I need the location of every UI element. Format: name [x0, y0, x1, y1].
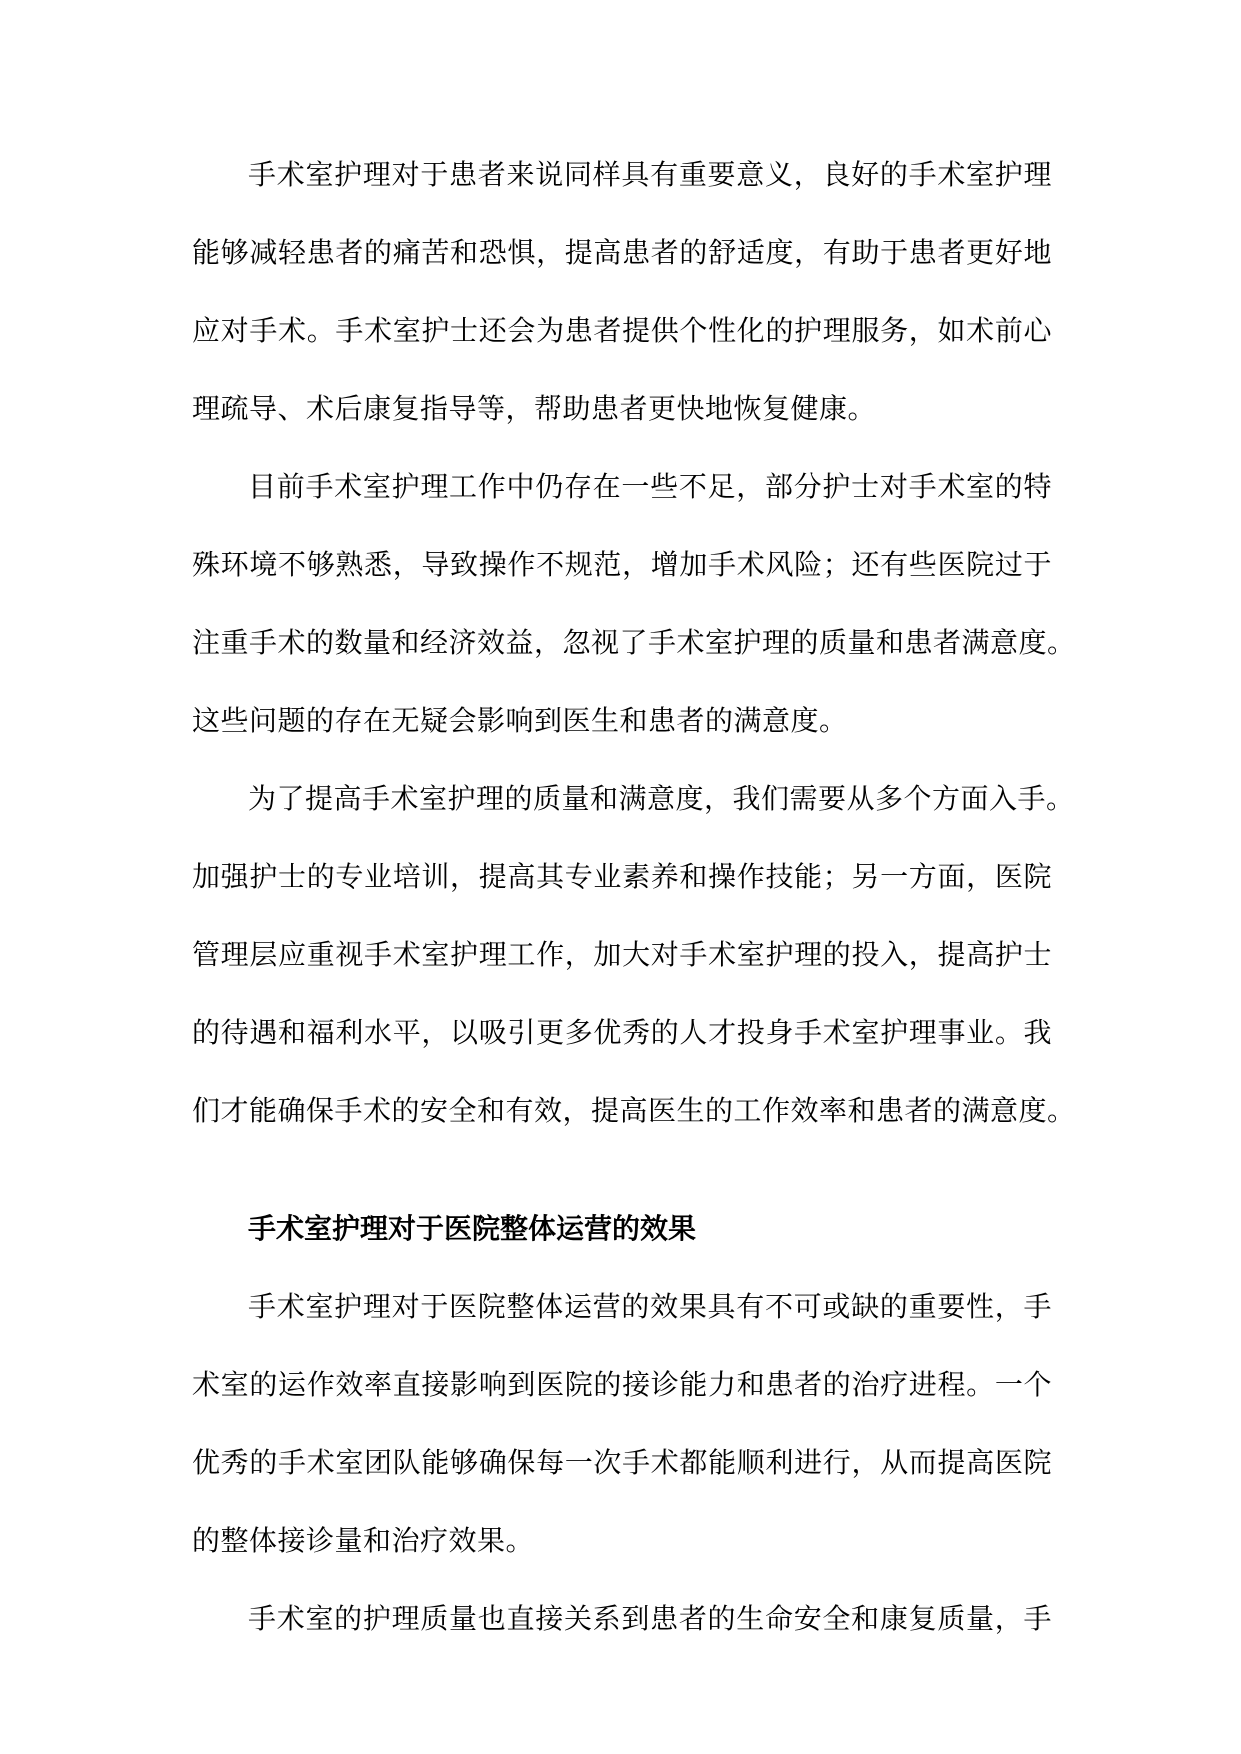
text-line: 应对手术。手术室护士还会为患者提供个性化的护理服务，如术前心 — [192, 314, 1052, 347]
paragraph-nursing-quality — [192, 1580, 1052, 1658]
text-line: 为了提高手术室护理的质量和满意度，我们需要从多个方面入手。 — [248, 782, 1075, 815]
text-line: 注重手术的数量和经济效益，忽视了手术室护理的质量和患者满意度。 — [192, 626, 1076, 659]
text-line: 的整体接诊量和治疗效果。 — [192, 1524, 535, 1557]
text-line: 的待遇和福利水平，以吸引更多优秀的人才投身手术室护理事业。我 — [192, 1016, 1052, 1049]
text-line: 手术室护理对于患者来说同样具有重要意义，良好的手术室护理 — [248, 158, 1052, 191]
document-page — [192, 136, 1076, 1658]
text-line: 这些问题的存在无疑会影响到医生和患者的满意度。 — [192, 704, 848, 737]
paragraph-current-shortcomings — [192, 448, 1076, 760]
text-line: 殊环境不够熟悉，导致操作不规范，增加手术风险；还有些医院过于 — [192, 548, 1052, 581]
text-line: 术室的运作效率直接影响到医院的接诊能力和患者的治疗进程。一个 — [192, 1368, 1052, 1401]
paragraph-improvement-measures — [192, 760, 1076, 1150]
text-line: 手术室护理对于医院整体运营的效果具有不可或缺的重要性，手 — [248, 1290, 1052, 1323]
text-line: 目前手术室护理工作中仍存在一些不足，部分护士对手术室的特 — [248, 470, 1052, 503]
text-line: 优秀的手术室团队能够确保每一次手术都能顺利进行，从而提高医院 — [192, 1446, 1052, 1479]
text-line: 理疏导、术后康复指导等，帮助患者更快地恢复健康。 — [192, 392, 877, 425]
text-line: 加强护士的专业培训，提高其专业素养和操作技能；另一方面，医院 — [192, 860, 1052, 893]
text-line: 能够减轻患者的痛苦和恐惧，提高患者的舒适度，有助于患者更好地 — [192, 236, 1052, 269]
paragraph-hospital-operations — [192, 1268, 1052, 1580]
text-line: 管理层应重视手术室护理工作，加大对手术室护理的投入，提高护士 — [192, 938, 1052, 971]
text-line: 手术室的护理质量也直接关系到患者的生命安全和康复质量，手 — [248, 1602, 1052, 1635]
section-heading: 手术室护理对于医院整体运营的效果 — [248, 1212, 697, 1245]
text-line: 们才能确保手术的安全和有效，提高医生的工作效率和患者的满意度。 — [192, 1094, 1076, 1127]
paragraph-patient-significance — [192, 136, 1052, 448]
